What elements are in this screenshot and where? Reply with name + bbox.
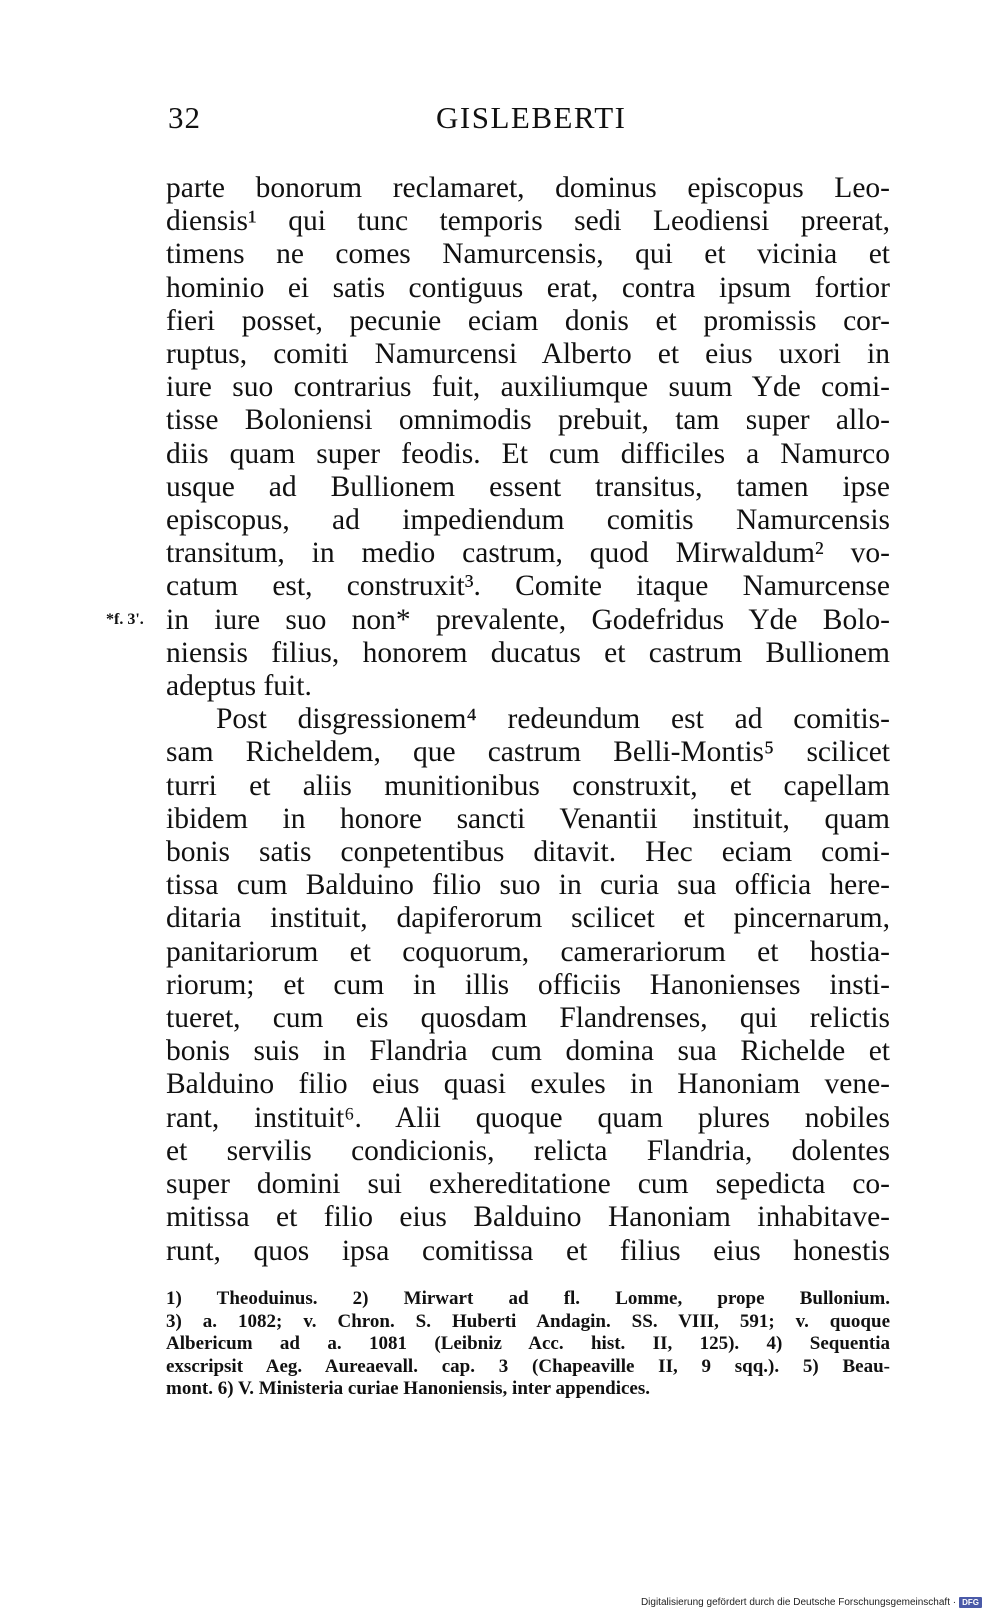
footnote-line: exscripsit Aeg. Aureaevall. cap. 3 (Chapeaville II, 9 sqq.). 5) Beau- bbox=[166, 1355, 890, 1377]
text-line: panitariorum et coquorum, camerariorum et hostia- bbox=[166, 935, 890, 968]
margin-note: *f. 3'. bbox=[106, 611, 144, 628]
text-line: catum est, construxit³. Comite itaque Namurcense bbox=[166, 570, 890, 603]
running-title: GISLEBERTI bbox=[436, 100, 627, 135]
text-line: ditaria instituit, dapiferorum scilicet et pincernarum, bbox=[166, 902, 890, 935]
body-text bbox=[166, 172, 890, 1268]
text-line: mitissa et filio eius Balduino Hanoniam inhabitave- bbox=[166, 1201, 890, 1234]
text-line: adeptus fuit. bbox=[166, 670, 312, 703]
text-line: runt, quos ipsa comitissa et filius eius honestis bbox=[166, 1234, 890, 1267]
text-line: timens ne comes Namurcensis, qui et vicinia et bbox=[166, 238, 890, 271]
text-line: rant, instituit⁶. Alii quoque quam plures nobiles bbox=[166, 1101, 890, 1134]
text-line: tisse Boloniensi omnimodis prebuit, tam super allo- bbox=[166, 404, 890, 437]
text-line: episcopus, ad impediendum comitis Namurcensis bbox=[166, 504, 890, 537]
text-line: bonis suis in Flandria cum domina sua Richelde et bbox=[166, 1035, 890, 1068]
page-number: 32 bbox=[168, 100, 201, 135]
text-line: super domini sui exhereditatione cum sepedicta co- bbox=[166, 1168, 890, 1201]
text-line: bonis satis conpetentibus ditavit. Hec eciam comi- bbox=[166, 836, 890, 869]
text-line: in iure suo non* prevalente, Godefridus Yde Bolo- bbox=[166, 603, 890, 636]
text-line: et servilis condicionis, relicta Flandria, dolentes bbox=[166, 1134, 890, 1167]
text-line: diensis¹ qui tunc temporis sedi Leodiensi preerat, bbox=[166, 205, 890, 238]
footnotes bbox=[166, 1288, 890, 1401]
footnote-line: 3) a. 1082; v. Chron. S. Huberti Andagin. SS. VIII, 591; v. quoque bbox=[166, 1310, 890, 1332]
text-line: tissa cum Balduino filio suo in curia sua officia here- bbox=[166, 869, 890, 902]
footnote-line: mont. 6) V. Ministeria curiae Hanoniensis, inter appendices. bbox=[166, 1378, 650, 1399]
footnote-line: Albericum ad a. 1081 (Leibniz Acc. hist. II, 125). 4) Sequentia bbox=[166, 1333, 890, 1354]
dfg-logo-icon: DFG bbox=[959, 1597, 982, 1608]
text-line: Balduino filio eius quasi exules in Hanoniam vene- bbox=[166, 1068, 890, 1101]
text-line: niensis filius, honorem ducatus et castrum Bullionem bbox=[166, 636, 890, 669]
text-line: riorum; et cum in illis officiis Hanonienses insti- bbox=[166, 968, 890, 1001]
text-line: turri et aliis munitionibus construxit, et capellam bbox=[166, 769, 890, 802]
text-line: diis quam super feodis. Et cum difficiles a Namurco bbox=[166, 437, 890, 470]
text-line: ibidem in honore sancti Venantii instituit, quam bbox=[166, 802, 890, 835]
text-line: iure suo contrarius fuit, auxiliumque suum Yde comi- bbox=[166, 371, 890, 404]
text-line: hominio ei satis contiguus erat, contra ipsum fortior bbox=[166, 271, 890, 304]
text-line: fieri posset, pecunie eciam donis et promissis cor- bbox=[166, 304, 890, 337]
text-line: transitum, in medio castrum, quod Mirwaldum² vo- bbox=[166, 537, 890, 570]
text-line: parte bonorum reclamaret, dominus episcopus Leo- bbox=[166, 172, 890, 204]
credit-text: Digitalisierung gefördert durch die Deutsche Forschungsgemeinschaft · bbox=[640, 1597, 957, 1608]
footnote-line: 1) Theoduinus. 2) Mirwart ad fl. Lomme, prope Bullonium. bbox=[166, 1288, 890, 1309]
text-line: ruptus, comiti Namurcensi Alberto et eius uxori in bbox=[166, 338, 890, 371]
text-line: tueret, cum eis quosdam Flandrenses, qui relictis bbox=[166, 1002, 890, 1035]
text-line: Post disgressionem⁴ redeundum est ad comitis- bbox=[216, 703, 890, 736]
digitization-credit bbox=[641, 1597, 982, 1608]
text-line: usque ad Bullionem essent transitus, tamen ipse bbox=[166, 470, 890, 503]
text-line: sam Richeldem, que castrum Belli-Montis⁵ scilicet bbox=[166, 736, 890, 769]
